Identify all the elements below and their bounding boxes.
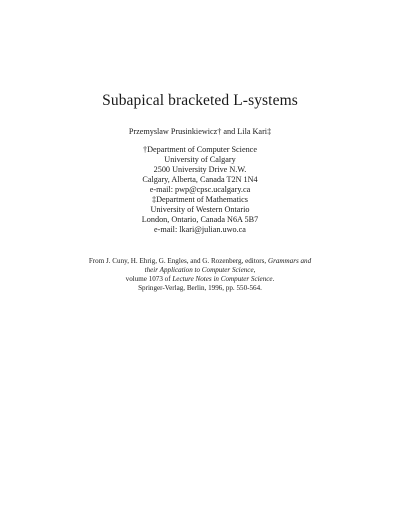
affiliation-western-ontario [0,195,400,235]
citation-series: Lecture Notes in Computer Science [172,274,273,283]
affiliation-city: London, Ontario, Canada N6A 5B7 [141,215,259,224]
affiliation-department: †Department of Computer Science [143,145,257,154]
affiliation-street: 2500 University Drive N.W. [153,165,247,174]
citation-period: . [272,274,275,283]
affiliation-calgary [0,145,400,195]
citation-volume: volume 1073 of [125,274,173,283]
affiliation-email: e-mail: pwp@cpsc.ucalgary.ca [149,185,251,194]
affiliation-email: e-mail: lkari@julian.uwo.ca [154,225,246,234]
paper-title: Subapical bracketed L-systems [102,92,298,109]
affiliation-university: University of Calgary [164,155,236,164]
citation-line-3 [0,275,400,284]
author-line: Przemyslaw Prusinkiewicz† and Lila Kari‡ [128,127,272,136]
affiliation-university: University of Western Ontario [150,205,250,214]
citation-line-2 [0,266,400,275]
citation-publisher: Springer-Verlag, Berlin, 1996, pp. 550-564. [138,283,262,292]
citation-line-1 [0,257,400,266]
citation-comma: , [253,265,256,274]
citation-editors: From J. Cuny, H. Ehrig, G. Engles, and G. Rozenberg, editors, [88,257,268,265]
citation-block [0,257,400,293]
affiliation-city: Calgary, Alberta, Canada T2N 1N4 [142,175,258,184]
affiliation-department: ‡Department of Mathematics [152,195,248,204]
citation-book-title-part2: their Application to Computer Science [144,265,254,274]
citation-book-title-part1: Grammars and [267,257,312,265]
